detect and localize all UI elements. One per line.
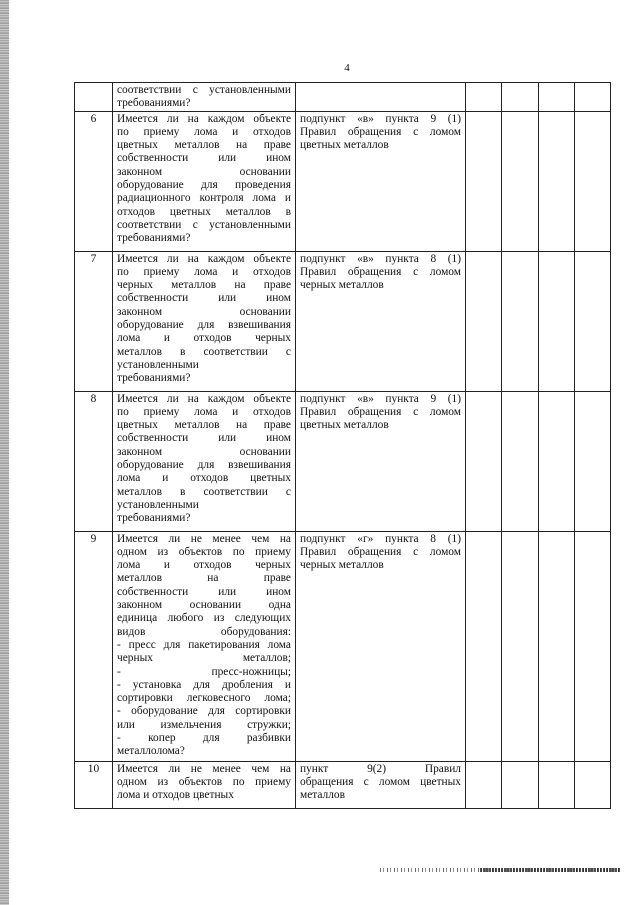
answer-cell (539, 83, 575, 112)
reference-cell (296, 531, 466, 761)
question-line: собственности или ином (117, 152, 291, 165)
row-number: 7 (75, 251, 113, 391)
question-line: единица любого из следующих (117, 612, 291, 625)
question-line: металлолома? (117, 745, 185, 758)
question-line: законном основании (117, 445, 291, 458)
answer-cell (539, 111, 575, 251)
question-line: собственности или ином (117, 292, 291, 305)
question-line: лома и отходов черных (117, 332, 291, 345)
question-line: металлов в соответствии с (117, 485, 291, 498)
reference-line: черных металлов (300, 559, 384, 572)
reference-line: подпункт «в» пункта 9 (1) (300, 392, 461, 405)
reference-cell (296, 111, 466, 251)
question-line: по приему лома и отходов (117, 265, 291, 278)
question-line: сортировки легковесного лома; (117, 692, 291, 705)
reference-cell (296, 761, 466, 808)
question-cell (113, 391, 296, 531)
question-line: соответствии с установленными (117, 84, 291, 96)
answer-cell (502, 251, 539, 391)
question-line: требованиями? (117, 232, 191, 245)
answer-cell (539, 761, 575, 808)
row-number (75, 83, 113, 112)
question-line: по приему лома и отходов (117, 125, 291, 138)
answer-cell (466, 251, 502, 391)
question-line: Имеется ли на каждом объекте (117, 112, 291, 125)
question-cell (113, 251, 296, 391)
question-line: законном основании (117, 305, 291, 318)
question-line: видов оборудования: (117, 625, 291, 638)
table-row (75, 531, 611, 761)
answer-cell (539, 531, 575, 761)
answer-cell (539, 251, 575, 391)
table-row (75, 251, 611, 391)
answer-cell (575, 111, 611, 251)
answer-cell (502, 83, 539, 112)
question-line: оборудование для проведения (117, 179, 291, 192)
checklist-body (75, 83, 611, 809)
question-line: требованиями? (117, 512, 191, 525)
reference-line: цветных металлов (300, 419, 389, 432)
answer-cell (466, 531, 502, 761)
question-line: цветных металлов на праве (117, 419, 291, 432)
table-row (75, 111, 611, 251)
question-line: металлов на праве (117, 572, 291, 585)
reference-line: обращения с ломом цветных (300, 775, 461, 788)
reference-cell (296, 391, 466, 531)
reference-line: Правил обращения с ломом (300, 405, 461, 418)
reference-cell (296, 83, 466, 112)
reference-line: подпункт «в» пункта 9 (1) (300, 112, 461, 125)
answer-cell (466, 83, 502, 112)
scan-edge (0, 0, 9, 905)
question-line: - установка для дробления и (117, 678, 291, 691)
question-line: - пресс для пакетирования лома (117, 638, 291, 651)
reference-line: подпункт «в» пункта 8 (1) (300, 252, 461, 265)
answer-cell (539, 391, 575, 531)
reference-line: черных металлов (300, 279, 384, 292)
answer-cell (502, 761, 539, 808)
reference-line: пункт 9(2) Правил (300, 762, 461, 775)
question-line: металлов в соответствии с (117, 345, 291, 358)
row-number: 9 (75, 531, 113, 761)
question-line: - оборудование для сортировки (117, 705, 291, 718)
answer-cell (502, 531, 539, 761)
reference-cell (296, 251, 466, 391)
row-number: 6 (75, 111, 113, 251)
question-line: лома и отходов цветных (117, 472, 291, 485)
checklist-table (74, 82, 611, 809)
question-line: Имеется ли на каждом объекте (117, 252, 291, 265)
reference-line: Правил обращения с ломом (300, 125, 461, 138)
question-line: Имеется ли не менее чем на (117, 762, 291, 775)
reference-line: Правил обращения с ломом (300, 545, 461, 558)
question-line: по приему лома и отходов (117, 405, 291, 418)
question-line: - копер для разбивки (117, 732, 291, 745)
row-number: 10 (75, 761, 113, 808)
question-line: лома и отходов цветных (117, 789, 234, 802)
question-line: или измельчения стружки; (117, 718, 291, 731)
question-line: оборудование для взвешивания (117, 319, 291, 332)
answer-cell (466, 761, 502, 808)
question-line: черных металлов на праве (117, 279, 291, 292)
question-line: цветных металлов на праве (117, 139, 291, 152)
page-number: 4 (344, 62, 350, 74)
question-line: оборудование для взвешивания (117, 459, 291, 472)
answer-cell (466, 111, 502, 251)
question-line: одном из объектов по приему (117, 545, 291, 558)
answer-cell (575, 531, 611, 761)
question-cell (113, 761, 296, 808)
table-row (75, 83, 611, 112)
table-row (75, 761, 611, 808)
question-line: черных металлов; (117, 652, 291, 665)
reference-line: металлов (300, 789, 345, 802)
reference-line: цветных металлов (300, 139, 389, 152)
question-line: собственности или ином (117, 585, 291, 598)
question-cell (113, 83, 296, 112)
question-line: радиационного контроля лома и (117, 192, 291, 205)
reference-line: подпункт «г» пункта 8 (1) (300, 532, 461, 545)
answer-cell (575, 251, 611, 391)
row-number: 8 (75, 391, 113, 531)
question-line: законном основании одна (117, 599, 291, 612)
answer-cell (502, 391, 539, 531)
question-line: соответствии с установленными (117, 218, 291, 231)
answer-cell (575, 83, 611, 112)
question-line: установленными (117, 498, 199, 511)
question-line: требованиями? (117, 372, 191, 385)
question-line: собственности или ином (117, 432, 291, 445)
question-line: лома и отходов черных (117, 559, 291, 572)
question-line: - пресс-ножницы; (117, 665, 291, 678)
question-line: одном из объектов по приему (117, 775, 291, 788)
question-line: требованиями? (117, 97, 191, 110)
scan-artifact-strip-dark (480, 868, 620, 872)
question-line: отходов цветных металлов в (117, 205, 291, 218)
answer-cell (575, 761, 611, 808)
reference-line: Правил обращения с ломом (300, 265, 461, 278)
question-cell (113, 531, 296, 761)
table-row (75, 391, 611, 531)
question-line: законном основании (117, 165, 291, 178)
answer-cell (502, 111, 539, 251)
question-line: Имеется ли не менее чем на (117, 532, 291, 545)
question-line: Имеется ли на каждом объекте (117, 392, 291, 405)
answer-cell (575, 391, 611, 531)
question-cell (113, 111, 296, 251)
answer-cell (466, 391, 502, 531)
question-line: установленными (117, 358, 199, 371)
